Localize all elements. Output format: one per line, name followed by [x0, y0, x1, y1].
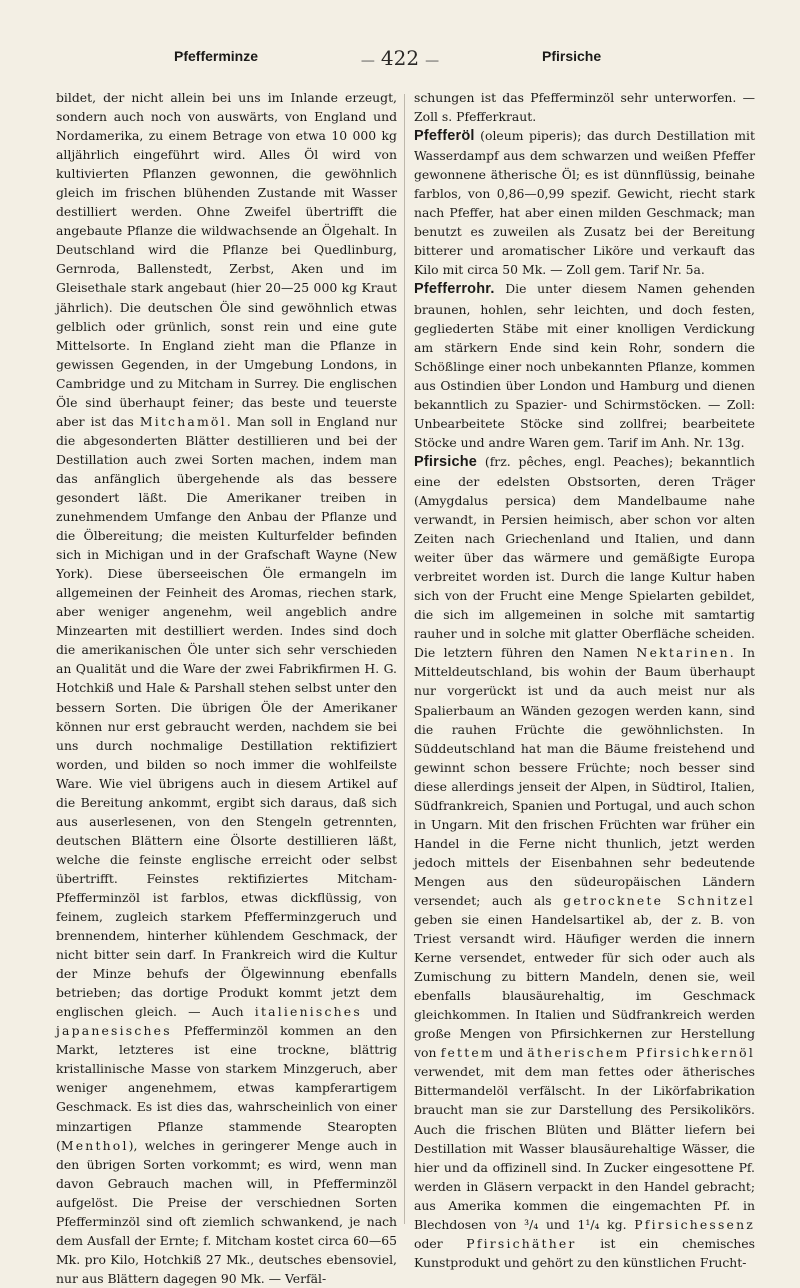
emphasis-aetherischem: ätherischem Pfirsichkernöl	[527, 1045, 755, 1061]
column-divider	[404, 94, 405, 1224]
text-segment: und	[361, 1004, 397, 1020]
entry-text: geben sie einen Handelsartikel ab, der z. B. von Triest versandt wird. Häufiger werden die innern Kerne versendet, entweder für sich oder auch als Zumischung zu bittern Mandeln, denen sie, weil ebenfalls blausäurehaltig, im Geschmack gleichkommen. In Italien und Südfrankreich werden große Mengen von Pfirsichkernen zur Herstellung von	[414, 912, 755, 1061]
fraction-one-and-quarter: 1¹/₄	[577, 1216, 600, 1232]
entry-text: kg.	[599, 1216, 635, 1232]
entry-text: . In Mitteldeutschland, bis wohin der Baum überhaupt nur vorgerückt ist und da auch meist nur als Spalierbaum an Wänden gezogen werden kann, sind die rauhen Früchte die gewöhnlichsten. In Süddeutschland hat man die Bäume freistehend und gewinnt schon bessere Früchte; noch besser sind diese allerdings jenseit der Alpen, in Südtirol, Italien, Südfrankreich, Spanien und Portugal, und auch schon in Ungarn. Mit den frischen Früchten war früher ein Handel in die Ferne nicht thunlich, jetzt werden jedoch mittels der Eisenbahnen sehr bedeutende Mengen aus den südeuropäischen Ländern versendet; auch als	[414, 645, 755, 908]
left-column	[56, 88, 397, 1288]
emphasis-japanesisches: japanesisches	[56, 1023, 172, 1039]
emphasis-getrocknete: getrocknete Schnitzel	[563, 892, 755, 908]
pfefferminze-continuation	[56, 88, 397, 1288]
header-dash-left: —	[360, 53, 375, 69]
emphasis-fettem: fettem	[440, 1045, 495, 1061]
entry-text: und	[494, 1045, 528, 1061]
entry-text: oder	[414, 1235, 467, 1251]
header-right-keyword: Pfirsiche	[542, 48, 602, 64]
emphasis-menthol: Menthol	[60, 1137, 129, 1153]
header-dash-right: —	[425, 53, 440, 69]
entry-text: verwendet, mit dem man fettes oder ätherisches Bittermandelöl verfälscht. In der Likörfabrikation braucht man sie zur Darstellung des Persikolikörs. Auch die frischen Blüten und Blätter liefern bei Destillation mit Wasser blausäurehaltige Wässer, die hier und da offizinell sind. In Zucker eingesottene Pf. werden in Gläsern verpackt in den Handel gebracht; aus Amerika kommen die eingemachten Pf. in Blechdosen von	[414, 1064, 755, 1232]
entry-text: (frz. pêches, engl. Peaches); bekanntlich eine der edelsten Obstsorten, deren Träger (Amygdalus persica) dem Mandelbaume nahe verwandt, in Persien heimisch, aber schon vor alten Zeiten nach Griechenland und Italien, und dann weiter über das wärmere und gemäßigte Europa verbreitet worden ist. Durch die lange Kultur haben sich von der Frucht eine Menge Spielarten gebildet, die sich im allgemeinen in solche mit samtartig rauher und in solche mit glatter Oberfläche scheiden. Die letztern führen den Namen	[414, 453, 755, 661]
fraction-three-quarter: ³/₄	[524, 1216, 539, 1232]
emphasis-pfirsichaether: Pfirsichäther	[466, 1235, 577, 1251]
entry-pfefferoel	[414, 126, 755, 279]
pfefferminze-end	[414, 88, 755, 126]
emphasis-mitchamoel: Mitchamöl	[139, 413, 227, 429]
header-left-keyword: Pfefferminze	[174, 48, 259, 64]
page-header	[56, 46, 752, 72]
text-segment: . Man soll in England nur die abgesonderten Blätter destillieren und bei der Destillation auch zwei Sorten machen, indem man das anfänglich übergehende als das bessere gesondert läßt. Die Amerikaner treiben in zunehmendem Umfange den Anbau der Pflanze und die Ölbereitung; die meisten Kulturfelder befinden sich in Michigan und in der Grafschaft Wayne (New York). Diese überseeischen Öle ermangeln im allgemeinen der Feinheit des Aromas, riechen stark, aber weniger angenehm, weil angeblich andre Minzearten mit destilliert werden. Indes sind doch die amerikanischen Öle unter sich sehr verschieden an Qualität und die Ware der zwei Fabrikfirmen H. G. Hotchkiß und Hale & Parshall stehen selbst unter den bessern Sorten. Die übrigen Öle der Amerikaner können nur erst gebraucht werden, nachdem sie bei uns durch nochmalige Destillation rektifiziert worden, und bilden so noch immer die wohlfeilste Ware. Wie viel übrigens auch in diesem Artikel auf die Bereitung ankommt, ergibt sich daraus, daß sich aus auserlesenen, von den Stengeln getrennten, deutschen Blättern eine Ölsorte destillieren läßt, welche die feinste englische erreicht oder selbst übertrifft. Feinstes rektifiziertes Mitcham-Pfefferminzöl ist farblos, etwas dickflüssig, von feinem, zugleich starkem Pfefferminzgeruch und brennendem, hinterher kühlendem Geschmack, der nicht bitter sein darf. In Frankreich wird die Kultur der Minze behufs der Ölgewinnung ebenfalls betrieben; das dortige Produkt kommt jetzt dem englischen gleich. — Auch	[56, 413, 397, 1020]
entry-pfirsiche	[414, 452, 755, 1272]
headword-pfirsiche: Pfirsiche	[414, 453, 478, 470]
text-segment: bildet, der nicht allein bei uns im Inlande erzeugt, sondern auch noch von auswärts, von England und Nordamerika, zu einem Betrage von etwa 10 000 kg alljährlich eingeführt wird. Alles Öl wird von kultivierten Pflanzen gewonnen, die gewöhnlich gleich im frischen blühenden Zustande mit Wasser destilliert werden. Ohne Zweifel übertrifft die angebaute Pflanze die wildwachsende an Ölgehalt. In Deutschland wird die Pflanze bei Quedlinburg, Gernroda, Ballenstedt, Zerbst, Aken und im Gleisethale stark angebaut (hier 20—25 000 kg Kraut jährlich). Die deutschen Öle sind gewöhnlich etwas gelblich oder grünlich, sonst rein und eine gute Mittelsorte. In England zieht man die Pflanze in gewissen Gegenden, in der Umgebung Londons, in Cambridge und zu Mitcham in Surrey. Die englischen Öle sind überhaupt feiner; das beste und teuerste aber ist das	[56, 90, 397, 429]
headword-pfefferoel: Pfefferöl	[414, 128, 475, 145]
emphasis-pfirsichessenz: Pfirsichessenz	[634, 1216, 755, 1232]
text-segment: ), welches in geringerer Menge auch in den übrigen Sorten vorkommt; es wird, wenn man davon Gebrauch machen will, in Pfefferminzöl aufgelöst. Die Preise der verschiednen Sorten Pfefferminzöl sind oft ziemlich schwankend, je nach dem Ausfall der Ernte; f. Mitcham kostet circa 60—65 Mk. pro Kilo, Hotchkiß 27 Mk., deutsches ebensoviel, nur aus Blättern dagegen 90 Mk. — Verfäl-	[56, 1137, 397, 1286]
page-number: 422	[380, 46, 420, 70]
emphasis-italienisches: italienisches	[254, 1004, 362, 1020]
entry-text: Die unter diesem Namen gehenden braunen, hohlen, sehr leichten, und doch festen, gegliederten Stäbe mit einer knolligen Verdickung am stärkern Ende sind kein Rohr, sondern die Schößlinge einer noch unbekannten Pflanze, kommen aus Ostindien über London und Hamburg und dienen bekanntlich zu Spazier- und Schirmstöcken. — Zoll: Unbearbeitete Stöcke sind zollfrei; bearbeitete Stöcke und andre Waren gem. Tarif im Anh. Nr. 13g.	[414, 281, 755, 450]
right-column	[414, 88, 755, 1272]
text-segment: schungen ist das Pfefferminzöl sehr unterworfen. — Zoll s. Pfefferkraut.	[414, 90, 755, 125]
text-segment: Pfefferminzöl kommen an den Markt, letzteres ist eine trockne, blättrig kristallinische Masse von starkem Minzgeruch, aber weniger angenehmem, etwas kampferartigem Geschmack. Es ist dies das, wahrscheinlich von einer minzartigen Pflanze stammende Stearopten (	[56, 1023, 397, 1153]
entry-pfefferrohr	[414, 279, 755, 451]
entry-text: und	[538, 1216, 578, 1232]
emphasis-nektarinen: Nektarinen	[636, 645, 730, 661]
entry-text: ist ein chemisches Kunstprodukt und gehört zu den künstlichen Frucht-	[414, 1235, 755, 1270]
headword-pfefferrohr: Pfefferrohr.	[414, 281, 495, 298]
entry-text: (oleum piperis); das durch Destillation mit Wasserdampf aus dem schwarzen und weißen Pfeffer gewonnene ätherische Öl; es ist dünnflüssig, beinahe farblos, von 0,86—0,99 spezif. Gewicht, riecht stark nach Pfeffer, hat aber einen milden Geschmack; man benutzt es zuweilen als Zusatz bei der Bereitung bitterer und aromatischer Liköre und verkauft das Kilo mit circa 50 Mk. — Zoll gem. Tarif Nr. 5a.	[414, 128, 755, 278]
page-number-block	[340, 46, 460, 70]
